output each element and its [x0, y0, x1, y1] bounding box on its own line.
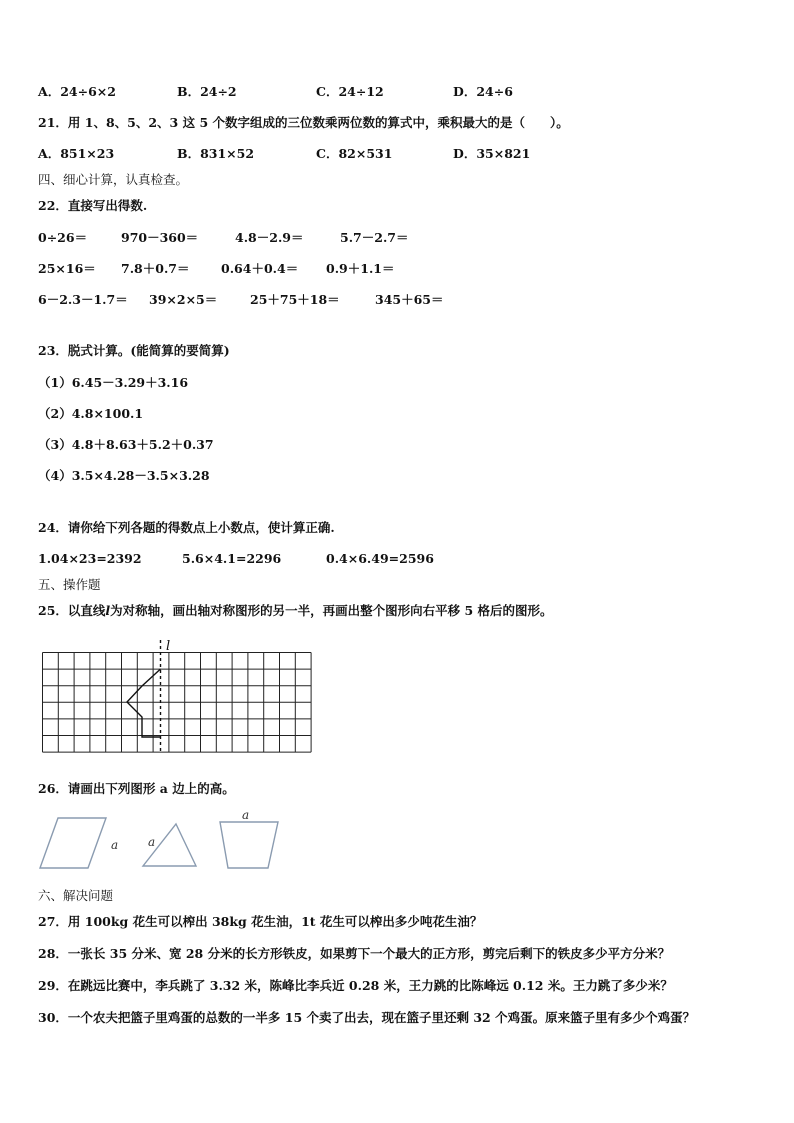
q22-item: 4.8－2.9＝: [235, 230, 304, 245]
q20-option-b: B．24÷2: [177, 84, 237, 99]
parallelogram-shape: [40, 818, 106, 868]
parallelogram-side-label: a: [111, 838, 119, 852]
trapezoid-shape: [220, 822, 278, 868]
q26-question: 26．请画出下列图形 a 边上的高。: [38, 781, 235, 796]
q21-option-d: D．35×821: [453, 146, 531, 161]
q23-item: （2）4.8×100.1: [38, 406, 144, 421]
problem-28: 28．一张长 35 分米、宽 28 分米的长方形铁皮，如果剪下一个最大的正方形，剪完后剩下的铁皮多少平方分米？: [38, 946, 671, 961]
q24-item: 0.4×6.49=2596: [326, 551, 434, 566]
q23-item: （4）3.5×4.28－3.5×3.28: [38, 468, 210, 483]
q20-option-a: A．24÷6×2: [38, 84, 116, 99]
q25-question: [38, 603, 553, 619]
q21-option-c: C．82×531: [316, 146, 393, 161]
q22-item: 25×16＝: [38, 261, 96, 276]
q21-question: 21．用 1、8、5、2、3 这 5 个数字组成的三位数乘两位数的算式中，乘积最大的是（ ）。: [38, 115, 569, 130]
q25-text-after: 为对称轴，画出轴对称图形的另一半，再画出整个图形向右平移 5 格后的图形。: [110, 603, 553, 618]
q20-option-c: C．24÷12: [316, 84, 384, 99]
q24-title: 24．请你给下列各题的得数点上小数点，使计算正确.: [38, 520, 335, 535]
q22-item: 5.7－2.7＝: [340, 230, 409, 245]
q24-item: 1.04×23=2392: [38, 551, 142, 566]
problem-30: 30．一个农夫把篮子里鸡蛋的总数的一半多 15 个卖了出去，现在篮子里还剩 32 个鸡蛋。原来篮子里有多少个鸡蛋？: [38, 1010, 696, 1025]
q22-item: 0÷26＝: [38, 230, 88, 245]
axis-label: l: [166, 639, 171, 654]
section-5-heading: 五、操作题: [38, 577, 101, 592]
q22-item: 39×2×5＝: [149, 292, 218, 307]
section-4-heading: 四、细心计算，认真检查。: [38, 172, 189, 187]
q22-item: 345＋65＝: [375, 292, 444, 307]
q22-item: 970－360＝: [121, 230, 199, 245]
q21-option-b: B．831×52: [177, 146, 255, 161]
q23-item: （3）4.8＋8.63＋5.2＋0.37: [38, 437, 214, 452]
q25-grid-figure: [38, 636, 313, 756]
q22-item: 7.8＋0.7＝: [121, 261, 190, 276]
q26-shapes: [38, 808, 298, 872]
problem-27: 27．用 100kg 花生可以榨出 38kg 花生油，1t 花生可以榨出多少吨花生油？: [38, 914, 483, 929]
section-6-heading: 六、解决问题: [38, 888, 114, 903]
triangle-side-label: a: [148, 835, 156, 849]
problem-29: 29．在跳远比赛中，李兵跳了 3.32 米，陈峰比李兵近 0.28 米，王力跳的比陈峰远 0.12 米。王力跳了多少米？: [38, 978, 673, 993]
grid-lines: [43, 653, 312, 753]
half-figure: [127, 669, 161, 737]
q23-title: 23．脱式计算。(能简算的要简算): [38, 343, 230, 358]
q23-item: （1）6.45－3.29＋3.16: [38, 375, 189, 390]
trapezoid-side-label: a: [242, 808, 250, 822]
q22-item: 0.9＋1.1＝: [326, 261, 395, 276]
q20-option-d: D．24÷6: [453, 84, 513, 99]
q22-item: 25＋75＋18＝: [250, 292, 340, 307]
q25-axis-symbol: l: [105, 603, 111, 618]
q25-text-before: 25．以直线: [38, 603, 106, 618]
q21-option-a: A．851×23: [38, 146, 115, 161]
q22-item: 0.64＋0.4＝: [221, 261, 299, 276]
q22-title: 22．直接写出得数.: [38, 198, 148, 213]
q22-item: 6－2.3－1.7＝: [38, 292, 128, 307]
q24-item: 5.6×4.1=2296: [182, 551, 282, 566]
